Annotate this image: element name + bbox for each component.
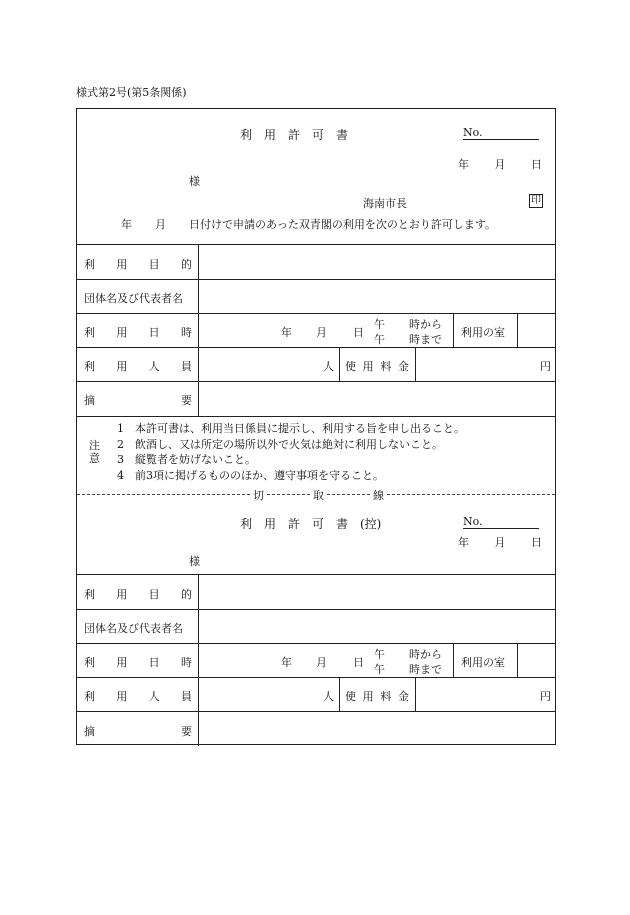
permit-title-text: 利 用 許 可 書 <box>240 128 349 142</box>
copy-field-group[interactable] <box>199 610 555 642</box>
note-item: 1 本許可書は、利用当日係員に提示し、利用する旨を申し出ること。 <box>117 422 465 435</box>
copy-dt-year: 年 <box>281 656 292 669</box>
copy-label-people: 利 用 人 員 <box>84 690 192 703</box>
yen-unit: 円 <box>540 360 551 373</box>
copy-number[interactable] <box>463 515 539 529</box>
notes-label: 注 意 <box>89 439 100 465</box>
field-group[interactable] <box>199 280 555 312</box>
permit-title <box>240 126 387 143</box>
copy-number-label: No. <box>463 515 539 529</box>
copy-recipient-sama: 様 <box>189 555 200 568</box>
copy-dt-ampm-from: 午 <box>374 648 385 661</box>
form-number-label: 様式第2号(第5条関係) <box>76 86 187 99</box>
copy-label-datetime: 利 用 日 時 <box>84 656 192 669</box>
permit-month-label: 月 <box>155 218 166 231</box>
cut-char-2: 取 <box>313 489 324 502</box>
copy-dt-day: 日 <box>353 656 364 669</box>
label-purpose: 利 用 目 的 <box>84 258 192 271</box>
copy-date-day: 日 <box>531 536 542 549</box>
field-purpose[interactable] <box>199 245 555 278</box>
copy-dt-until: 時まで <box>409 663 442 676</box>
permit-number-label: No. <box>463 126 539 140</box>
notes-list <box>117 421 465 483</box>
seal-mark: 印 <box>531 195 541 206</box>
dt-day: 日 <box>353 326 364 339</box>
label-people: 利 用 人 員 <box>84 360 192 373</box>
people-unit: 人 <box>323 360 334 373</box>
copy-label-summary: 摘 要 <box>84 725 192 738</box>
field-room[interactable] <box>518 314 555 346</box>
field-fee[interactable] <box>416 348 536 380</box>
copy-room-label: 利用の室 <box>461 656 505 669</box>
copy-field-fee[interactable] <box>416 678 536 710</box>
copy-date-month: 月 <box>494 536 506 549</box>
copy-dt-from: 時から <box>409 648 442 661</box>
field-people[interactable] <box>199 348 319 380</box>
permit-form <box>76 108 556 745</box>
dt-until: 時まで <box>409 333 442 346</box>
copy-field-summary[interactable] <box>199 712 555 745</box>
copy-field-people[interactable] <box>199 678 319 710</box>
copy-label-group: 団体名及び代表者名 <box>84 622 183 635</box>
permit-sentence: 日付けで申請のあった双青閣の利用を次のとおり許可します。 <box>189 218 497 231</box>
issue-date-day: 日 <box>531 158 542 171</box>
copy-people-unit: 人 <box>323 690 334 703</box>
room-label: 利用の室 <box>461 326 505 339</box>
note-item: 3 縦覧者を妨げないこと。 <box>117 453 256 466</box>
copy-field-room[interactable] <box>518 644 555 676</box>
issue-date-month: 月 <box>494 158 506 171</box>
copy-yen-unit: 円 <box>540 690 551 703</box>
recipient-sama: 様 <box>189 175 200 188</box>
copy-date-year: 年 <box>458 536 469 549</box>
dt-ampm-until: 午 <box>374 333 385 346</box>
label-datetime: 利 用 日 時 <box>84 326 192 339</box>
permit-number[interactable] <box>463 126 539 140</box>
issuer-name: 海南市長 <box>363 197 407 210</box>
issue-date <box>458 156 542 172</box>
cut-char-1: 切 <box>253 489 264 502</box>
permit-year-label: 年 <box>121 218 132 231</box>
copy-dt-ampm-until: 午 <box>374 663 385 676</box>
copy-label-purpose: 利 用 目 的 <box>84 588 192 601</box>
dt-from: 時から <box>409 318 442 331</box>
dt-year: 年 <box>281 326 292 339</box>
copy-title: 利 用 許 可 書 (控) <box>240 517 382 531</box>
dt-ampm-from: 午 <box>374 318 385 331</box>
cut-char-3: 線 <box>373 489 384 502</box>
copy-date <box>458 534 542 550</box>
label-summary: 摘 要 <box>84 394 192 407</box>
dt-month: 月 <box>316 326 327 339</box>
fee-label: 使 用 料 金 <box>345 360 409 373</box>
copy-field-purpose[interactable] <box>199 575 555 608</box>
issue-date-year: 年 <box>458 158 469 171</box>
label-group: 団体名及び代表者名 <box>84 292 183 305</box>
note-item: 2 飲酒し、又は所定の場所以外で火気は絶対に利用しないこと。 <box>117 437 443 451</box>
copy-dt-month: 月 <box>316 656 327 669</box>
field-summary[interactable] <box>199 382 555 415</box>
copy-fee-label: 使 用 料 金 <box>345 690 409 703</box>
note-item: 4 前3項に掲げるもののほか、遵守事項を守ること。 <box>117 468 384 482</box>
